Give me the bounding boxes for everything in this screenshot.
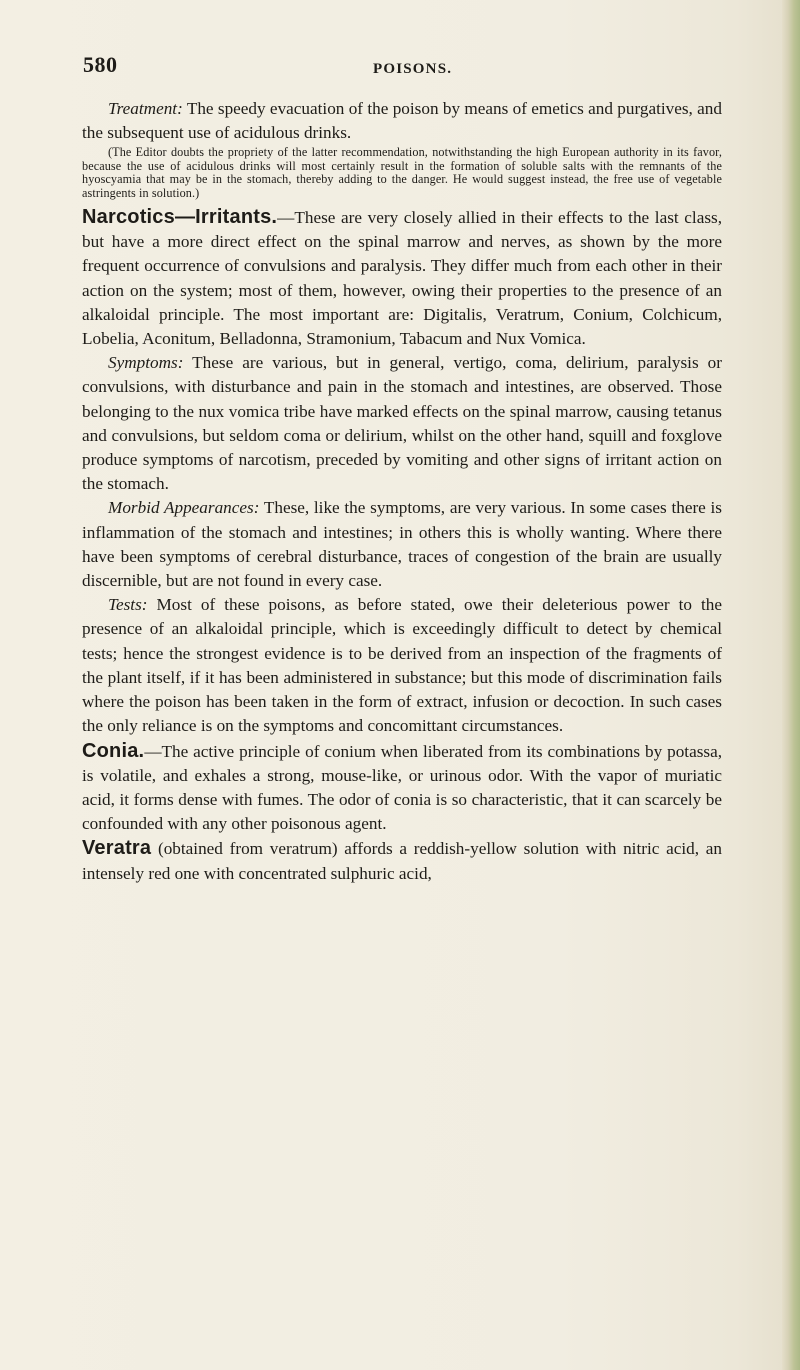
narcotics-heading: Narcotics—Irritants. bbox=[82, 206, 278, 229]
treatment-paragraph bbox=[82, 97, 722, 145]
symptoms-paragraph bbox=[82, 351, 722, 496]
tests-label: Tests: bbox=[108, 595, 148, 615]
symptoms-text: These are various, but in general, vertigo, coma, delirium, paralysis or convulsions, with disturbance and pain in the stomach and intestines, are observed. Those belonging to the nux vomica tribe have marked effects on the spinal marrow, causing tetanus and convulsions, but seldom coma or delirium, whilst on the other hand, squill and foxglove produce symptoms of narcotism, preceded by vomiting and other signs of irritant action on the stomach. bbox=[82, 353, 722, 494]
conia-text: —The active principle of conium when liberated from its combinations by potassa, is volatile, and exhales a strong, mouse-like, or urinous odor. With the vapor of muriatic acid, it forms dense with fumes. The odor of conia is so characteristic, that it can scarcely be confounded with any other poisonous agent. bbox=[82, 741, 722, 834]
narcotics-text: —These are very closely allied in their effects to the last class, but have a more direct effect on the spinal marrow and nerves, as shown by the more frequent occurrence of convulsions and paralysis. They differ much from each other in their action on the system; most of them, however, owing their properties to the presence of an alkaloidal principle. The most important are: Digitalis, Veratrum, Conium, Colchicum, Lobelia, Aconitum, Belladonna, Stramonium, Tabacum and Nux Vomica. bbox=[82, 208, 722, 349]
treatment-label: Treatment: bbox=[108, 99, 183, 118]
conia-heading: Conia. bbox=[82, 739, 145, 762]
tests-text: Most of these poisons, as before stated, owe their deleterious power to the presence of an alkaloidal principle, which is exceedingly difficult to detect by chemical tests; hence the strongest evidence is to be derived from an inspection of the fragments of the plant itself, if it has been administered in substance; but this mode of discrimination fails where the poison has been taken in the form of extract, infusion or decoction. In such cases the only reliance is on the symptoms and concomittant circumstances. bbox=[82, 595, 722, 736]
page-header bbox=[83, 52, 723, 88]
page-edge bbox=[782, 0, 800, 1370]
morbid-paragraph bbox=[82, 496, 722, 593]
page-number: 580 bbox=[83, 52, 118, 77]
editor-note: (The Editor doubts the propriety of the latter recommendation, notwithstanding the high European authority in its favor, because the use of acidulous drinks will most certainly result in the formation of soluble salts with the remnants of the hyoscyamia that may be in the stomach, thereby adding to the danger. He would suggest instead, the free use of vegetable astringents in solution.) bbox=[82, 145, 722, 200]
veratra-heading: Veratra bbox=[82, 837, 152, 860]
morbid-text: These, like the symptoms, are very various. In some cases there is inflammation of the stomach and intestines; in others this is wholly wanting. Where there have been symptoms of cerebral disturbance, traces of congestion of the brain are usually discernible, but are not found in every case. bbox=[82, 498, 722, 591]
conia-paragraph bbox=[82, 739, 722, 837]
treatment-text: The speedy evacuation of the poison by means of emetics and purgatives, and the subsequent use of acidulous drinks. bbox=[82, 99, 722, 143]
veratra-paragraph bbox=[82, 836, 722, 885]
body-text bbox=[82, 97, 722, 886]
symptoms-label: Symptoms: bbox=[108, 353, 184, 373]
veratra-text: (obtained from veratrum) affords a reddish-yellow solution with nitric acid, an intensely red one with concentrated sulphuric acid, bbox=[82, 839, 722, 883]
tests-paragraph bbox=[82, 593, 722, 738]
narcotics-paragraph bbox=[82, 205, 722, 351]
running-head: POISONS. bbox=[373, 61, 453, 77]
morbid-label: Morbid Appearances: bbox=[108, 498, 260, 518]
